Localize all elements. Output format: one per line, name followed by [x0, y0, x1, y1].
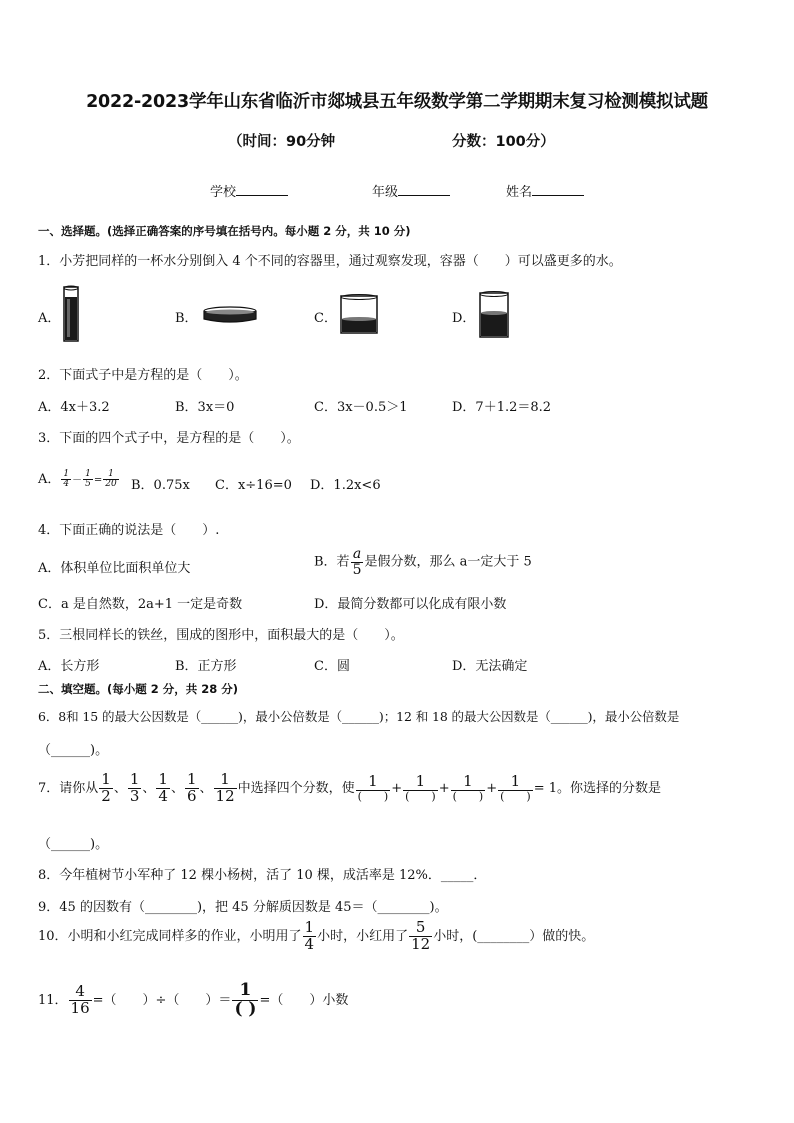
q7-middle-text: 中选择四个分数，使	[237, 780, 355, 796]
q3-option-c: C．x÷16=0	[215, 478, 292, 493]
q7-fraction-third	[128, 772, 142, 805]
q7-blank2-denominator[interactable]: ( )	[405, 789, 436, 803]
q7-blank1-denominator[interactable]: ( )	[357, 789, 389, 803]
q4-option-c: C．a 是自然数，2a+1 一定是奇数	[38, 597, 243, 612]
q4-option-b	[314, 547, 532, 577]
q2-option-b: B．3x＝0	[175, 400, 235, 415]
q7-separator-4: 、	[199, 780, 213, 796]
wide-beaker-container-icon	[336, 293, 382, 337]
q2-option-d: D．7＋1.2＝8.2	[452, 400, 552, 415]
q2-option-c: C．3x－0.5＞1	[314, 400, 408, 415]
flat-dish-container-icon	[200, 305, 260, 327]
q4-frac-denominator: 5	[352, 561, 362, 578]
q4-option-d: D．最简分数都可以化成有限小数	[314, 597, 507, 612]
q7-blank2-numerator: 1	[403, 774, 438, 791]
question-4-stem: 4．下面正确的说法是（ ）.	[38, 523, 220, 538]
q7-frac4-denominator: 6	[186, 786, 197, 805]
q5-option-d: D．无法确定	[452, 659, 528, 674]
q5-option-a: A．长方形	[38, 659, 100, 674]
q10-frac2-numerator: 5	[409, 920, 432, 937]
q11-frac2-numerator: 1	[232, 982, 258, 1001]
q7-blank3-denominator[interactable]: ( )	[452, 789, 484, 803]
question-11	[38, 982, 348, 1019]
name-blank[interactable]	[532, 183, 584, 196]
q10-suffix: 小时，(________）做的快。	[433, 928, 595, 944]
q2-option-a: A．4x＋3.2	[38, 400, 110, 415]
q7-frac5-denominator: 12	[215, 786, 235, 805]
q7-blank4-denominator[interactable]: ( )	[500, 789, 531, 803]
q7-separator-1: 、	[113, 780, 127, 796]
q7-frac3-numerator: 1	[158, 770, 168, 788]
q7-fraction-sixth	[185, 772, 199, 805]
section-2-title: 二、填空题。(每小题 2 分，共 28 分)	[38, 682, 239, 696]
question-3-stem: 3．下面的四个式子中，是方程的是（ ）。	[38, 431, 300, 446]
medium-cup-container-icon	[474, 289, 514, 341]
q1-option-c-label: C．	[314, 311, 337, 326]
q7-separator-2: 、	[142, 780, 156, 796]
question-6-line-2: （______)。	[38, 743, 109, 758]
q7-blank3-numerator: 1	[451, 774, 486, 791]
q4-option-b-suffix: 是假分数，那么 a一定大于 5	[364, 554, 532, 570]
q3-frac2-denominator: 5	[85, 479, 91, 489]
q7-blank4-numerator: 1	[498, 774, 533, 791]
name-label: 姓名	[506, 185, 533, 200]
q7-fraction-half	[99, 772, 113, 805]
q11-fraction-1	[69, 984, 92, 1017]
q7-blank-fraction-1[interactable]	[356, 774, 391, 802]
exam-time: （时间：90分钟	[228, 134, 336, 150]
question-2-stem: 2．下面式子中是方程的是（ ）。	[38, 368, 248, 383]
question-7-line-1	[38, 772, 661, 805]
q5-option-b: B．正方形	[175, 659, 237, 674]
q3-fraction-2	[83, 470, 93, 490]
q11-frac1-numerator: 4	[69, 984, 92, 1001]
grade-blank[interactable]	[398, 183, 450, 196]
q7-separator-3: 、	[170, 780, 184, 796]
q7-plus-3: +	[486, 780, 498, 796]
school-field[interactable]	[210, 181, 288, 200]
q1-option-b-label: B．	[175, 311, 198, 326]
q3-option-d: D．1.2x<6	[310, 478, 381, 493]
q7-fraction-twelfth	[214, 772, 237, 805]
question-1-stem: 1．小芳把同样的一杯水分别倒入 4 个不同的容器里，通过观察发现，容器（ ）可以盛更多的水。	[38, 254, 622, 269]
q3-equals-sign: =	[93, 475, 103, 486]
q11-fraction-2[interactable]	[232, 982, 258, 1019]
q11-middle: =（ ）÷（ ）＝	[92, 992, 232, 1008]
q7-blank-fraction-4[interactable]	[498, 774, 533, 802]
q7-suffix: 。你选择的分数是	[557, 780, 662, 796]
q10-frac1-numerator: 1	[304, 918, 315, 936]
q4-option-b-prefix: B．若	[314, 554, 350, 570]
q3-option-a-prefix: A．	[38, 472, 61, 487]
q3-frac3-denominator: 20	[105, 479, 117, 489]
q3-option-b: B．0.75x	[131, 478, 190, 493]
q5-option-c: C．圆	[314, 659, 350, 674]
q11-frac2-denominator[interactable]: ( )	[234, 998, 257, 1019]
q10-frac2-denominator: 12	[411, 934, 431, 953]
q11-suffix: =（ ）小数	[259, 992, 349, 1008]
exam-score: 分数：100分）	[452, 134, 555, 150]
school-blank[interactable]	[236, 183, 288, 196]
q10-prefix: 10．小明和小红完成同样多的作业，小明用了	[38, 928, 302, 944]
q3-option-a	[38, 468, 120, 489]
q7-frac2-denominator: 3	[129, 786, 140, 805]
q7-blank-fraction-2[interactable]	[403, 774, 438, 802]
q10-frac1-denominator: 4	[304, 934, 315, 953]
grade-label: 年级	[372, 185, 399, 200]
q3-frac2-numerator: 1	[85, 468, 91, 479]
q7-fraction-quarter	[156, 772, 170, 805]
page-title: 2022-2023学年山东省临沂市郯城县五年级数学第二学期期末复习检测模拟试题	[86, 92, 708, 112]
q3-frac1-numerator: 1	[63, 468, 70, 479]
tall-narrow-container-icon	[60, 284, 86, 344]
q7-frac1-numerator: 1	[101, 770, 111, 788]
q1-option-a-label: A．	[38, 311, 61, 326]
q10-fraction-2	[409, 920, 432, 953]
q3-frac1-denominator: 4	[63, 479, 70, 489]
q7-frac3-denominator: 4	[158, 786, 168, 805]
q7-blank-fraction-3[interactable]	[451, 774, 486, 802]
name-field[interactable]	[506, 181, 584, 200]
q7-frac4-numerator: 1	[186, 770, 197, 788]
q3-frac3-numerator: 1	[103, 470, 118, 480]
q7-frac2-numerator: 1	[129, 770, 140, 788]
q3-fraction-1	[61, 470, 71, 490]
q3-minus-sign: －	[72, 475, 83, 486]
q7-frac1-denominator: 2	[101, 786, 111, 805]
question-8: 8．今年植树节小军种了 12 棵小杨树，活了 10 棵，成活率是 12%．_____．	[38, 868, 487, 883]
q3-fraction-3	[103, 470, 118, 490]
school-label: 学校	[210, 185, 237, 200]
q7-frac5-numerator: 1	[214, 772, 237, 789]
q7-plus-2: +	[438, 780, 450, 796]
question-9: 9．45 的因数有（________)，把 45 分解质因数是 45＝（________)。	[38, 900, 448, 915]
q4-fraction	[351, 547, 364, 577]
q7-plus-1: +	[391, 780, 403, 796]
q7-blank1-numerator: 1	[356, 774, 391, 791]
q10-fraction-1	[303, 920, 317, 953]
q10-middle: 小时，小红用了	[317, 928, 409, 944]
grade-field[interactable]	[372, 181, 450, 200]
q4-frac-numerator: a	[351, 547, 364, 563]
q1-option-d-label: D．	[452, 311, 476, 326]
question-5-stem: 5．三根同样长的铁丝，围成的图形中，面积最大的是（ ）。	[38, 628, 404, 643]
q7-equals-one: = 1	[533, 780, 558, 796]
q11-prefix: 11．	[38, 992, 68, 1008]
question-10	[38, 920, 594, 953]
question-6-line-1: 6．8和 15 的最大公因数是（______)，最小公倍数是（______)；12 和 18 的最大公因数是（______)，最小公倍数是	[38, 709, 680, 724]
q11-frac1-denominator: 16	[70, 998, 90, 1017]
q7-prefix: 7．请你从	[38, 780, 99, 796]
q4-option-a: A．体积单位比面积单位大	[38, 561, 191, 576]
section-1-title: 一、选择题。(选择正确答案的序号填在括号内。每小题 2 分，共 10 分)	[38, 224, 411, 238]
question-7-line-2: （______)。	[38, 837, 109, 852]
